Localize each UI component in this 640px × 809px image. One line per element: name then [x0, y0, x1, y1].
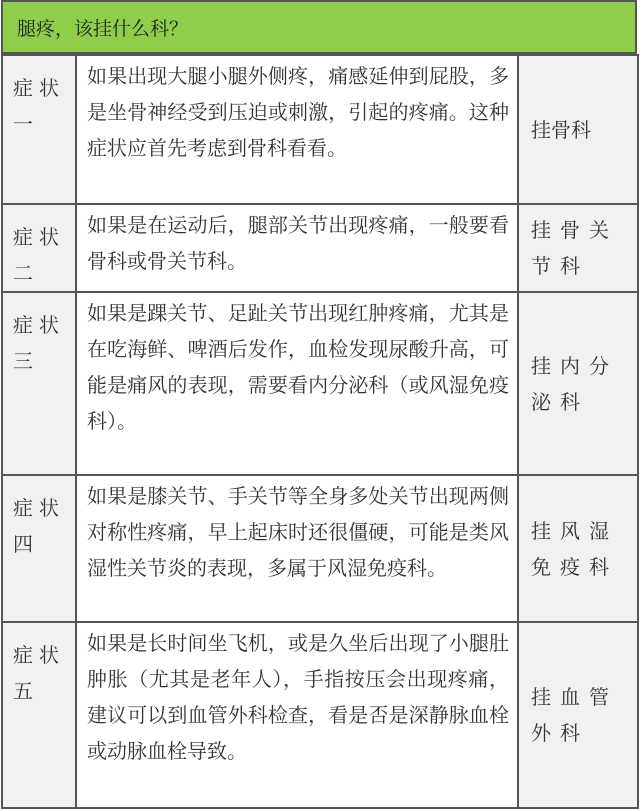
symptom-label: 症状二 — [2, 204, 76, 292]
department-label: 挂风湿免疫科 — [518, 475, 638, 622]
table-title: 腿疼，该挂什么科？ — [1, 0, 637, 54]
department-label: 挂骨关节科 — [518, 204, 638, 292]
symptom-description: 如果是膝关节、手关节等全身多处关节出现两侧对称性疼痛，早上起床时还很僵硬，可能是类风湿性关节炎的表现，多属于风湿免疫科。 — [76, 475, 518, 622]
symptom-label: 症状四 — [2, 475, 76, 622]
symptom-description: 如果出现大腿小腿外侧疼，痛感延伸到屁股，多是坐骨神经受到压迫或刺激，引起的疼痛。这种症状应首先考虑到骨科看看。 — [76, 55, 518, 204]
symptom-description: 如果是长时间坐飞机，或是久坐后出现了小腿肚肿胀（尤其是老年人），手指按压会出现疼痛，建议可以到血管外科检查，看是否是深静脉血栓或动脉血栓导致。 — [76, 622, 518, 808]
symptom-label: 症状五 — [2, 622, 76, 808]
symptom-table — [1, 54, 639, 809]
symptom-label: 症状三 — [2, 292, 76, 475]
table-row — [2, 204, 638, 292]
symptom-description: 如果是在运动后，腿部关节出现疼痛，一般要看骨科或骨关节科。 — [76, 204, 518, 292]
department-label: 挂血管外科 — [518, 622, 638, 808]
symptom-label: 症状一 — [2, 55, 76, 204]
table-row — [2, 55, 638, 204]
symptom-table-container — [1, 0, 637, 809]
symptom-description: 如果是踝关节、足趾关节出现红肿疼痛，尤其是在吃海鲜、啤酒后发作，血检发现尿酸升高，可能是痛风的表现，需要看内分泌科（或风湿免疫科）。 — [76, 292, 518, 475]
table-row — [2, 292, 638, 475]
table-row — [2, 622, 638, 808]
table-row — [2, 475, 638, 622]
department-label: 挂内分泌科 — [518, 292, 638, 475]
department-label: 挂骨科 — [518, 55, 638, 204]
